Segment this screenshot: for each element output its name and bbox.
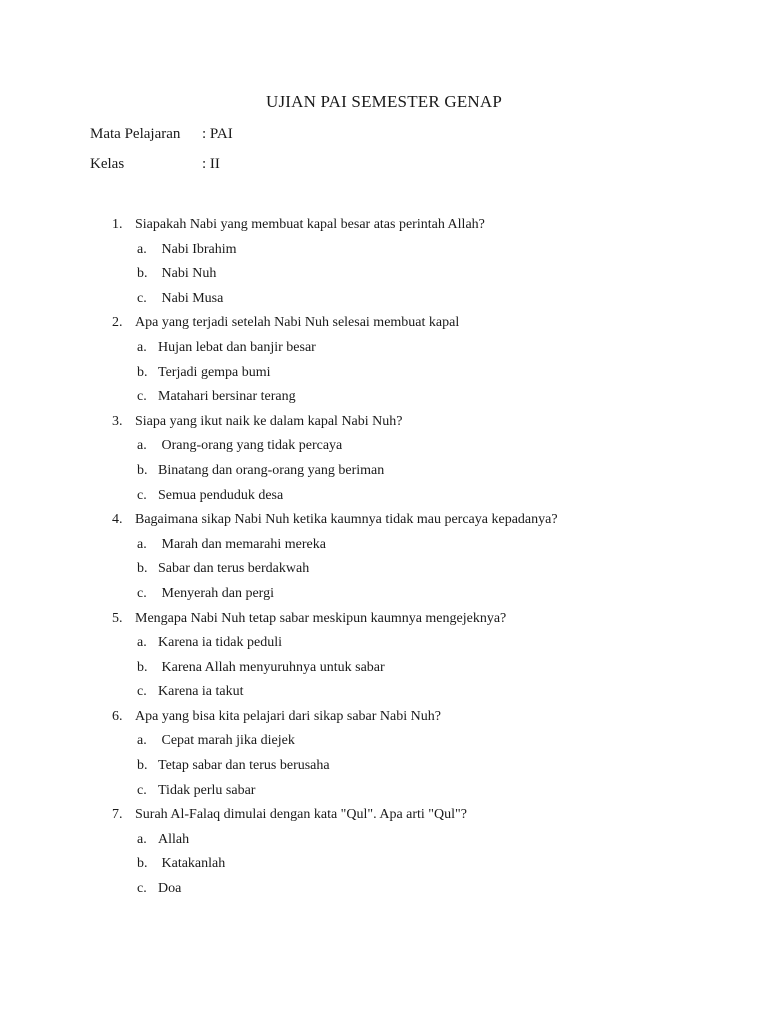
meta-value: : II (202, 156, 220, 172)
option-letter: a. (137, 241, 147, 257)
question-number: 3. (112, 413, 123, 429)
option-text: Allah (158, 831, 190, 847)
option-letter: c. (137, 389, 147, 405)
option-letter: c. (137, 782, 147, 798)
answer-option (0, 434, 768, 459)
option-text: Hujan lebat dan banjir besar (158, 339, 316, 355)
option-text: Doa (158, 881, 182, 897)
page-title: UJIAN PAI SEMESTER GENAP (265, 92, 503, 111)
option-letter: a. (137, 536, 147, 552)
meta-row-class (90, 156, 220, 173)
answer-option (0, 656, 768, 681)
option-text: Karena Allah menyuruhnya untuk sabar (158, 659, 385, 675)
answer-option (0, 729, 768, 754)
question-item (0, 213, 768, 238)
option-text: Karena ia takut (158, 684, 244, 700)
option-letter: a. (137, 438, 147, 454)
option-text: Nabi Nuh (158, 266, 217, 282)
option-text: Matahari bersinar terang (158, 389, 296, 405)
question-number: 6. (112, 708, 123, 724)
question-item (0, 508, 768, 533)
option-letter: a. (137, 339, 147, 355)
answer-option (0, 852, 768, 877)
option-text: Orang-orang yang tidak percaya (158, 438, 343, 454)
option-text: Tetap sabar dan terus berusaha (158, 758, 330, 774)
answer-option (0, 557, 768, 582)
option-text: Semua penduduk desa (158, 487, 284, 503)
answer-option (0, 287, 768, 312)
option-text: Menyerah dan pergi (158, 585, 274, 601)
question-number: 2. (112, 315, 123, 331)
answer-option (0, 238, 768, 263)
option-text: Terjadi gempa bumi (158, 364, 271, 380)
question-text: Bagaimana sikap Nabi Nuh ketika kaumnya tidak mau percaya kepadanya? (135, 512, 558, 528)
meta-value: : PAI (202, 126, 233, 142)
question-item (0, 607, 768, 632)
option-letter: c. (137, 290, 147, 306)
question-number: 7. (112, 807, 123, 823)
answer-option (0, 533, 768, 558)
meta-label: Mata Pelajaran (90, 126, 181, 142)
answer-option (0, 779, 768, 804)
option-letter: b. (137, 561, 148, 577)
option-letter: a. (137, 635, 147, 651)
question-text: Mengapa Nabi Nuh tetap sabar meskipun kaumnya mengejeknya? (135, 610, 507, 626)
question-item (0, 410, 768, 435)
question-text: Apa yang bisa kita pelajari dari sikap sabar Nabi Nuh? (135, 708, 441, 724)
answer-option (0, 484, 768, 509)
option-letter: b. (137, 462, 148, 478)
question-number: 1. (112, 217, 123, 232)
option-text: Sabar dan terus berdakwah (158, 561, 310, 577)
option-text: Binatang dan orang-orang yang beriman (158, 462, 385, 478)
question-list (0, 213, 768, 902)
answer-option (0, 262, 768, 287)
option-letter: c. (137, 487, 147, 503)
option-letter: c. (137, 585, 147, 601)
answer-option (0, 459, 768, 484)
option-letter: c. (137, 881, 147, 897)
option-text: Karena ia tidak peduli (158, 635, 283, 651)
option-letter: b. (137, 364, 148, 380)
question-item (0, 311, 768, 336)
option-text: Katakanlah (158, 856, 226, 872)
meta-row-subject (90, 126, 233, 143)
option-letter: b. (137, 266, 148, 282)
question-text: Surah Al-Falaq dimulai dengan kata "Qul". Apa arti "Qul"? (135, 807, 467, 823)
answer-option (0, 754, 768, 779)
question-text: Apa yang terjadi setelah Nabi Nuh selesai membuat kapal (135, 315, 460, 331)
answer-option (0, 680, 768, 705)
option-letter: b. (137, 659, 148, 675)
answer-option (0, 828, 768, 853)
option-text: Cepat marah jika diejek (158, 733, 295, 749)
answer-option (0, 361, 768, 386)
answer-option (0, 336, 768, 361)
question-number: 4. (112, 512, 123, 528)
question-item (0, 803, 768, 828)
option-text: Nabi Ibrahim (158, 241, 237, 257)
option-letter: b. (137, 758, 148, 774)
option-text: Nabi Musa (158, 290, 224, 306)
question-text: Siapakah Nabi yang membuat kapal besar atas perintah Allah? (135, 217, 485, 232)
option-letter: a. (137, 831, 147, 847)
option-text: Marah dan memarahi mereka (158, 536, 326, 552)
answer-option (0, 582, 768, 607)
option-text: Tidak perlu sabar (158, 782, 256, 798)
meta-label: Kelas (90, 156, 125, 172)
answer-option (0, 385, 768, 410)
option-letter: c. (137, 684, 147, 700)
option-letter: a. (137, 733, 147, 749)
question-item (0, 705, 768, 730)
question-text: Siapa yang ikut naik ke dalam kapal Nabi Nuh? (135, 413, 403, 429)
option-letter: b. (137, 856, 148, 872)
answer-option (0, 877, 768, 902)
question-number: 5. (112, 610, 123, 626)
answer-option (0, 631, 768, 656)
